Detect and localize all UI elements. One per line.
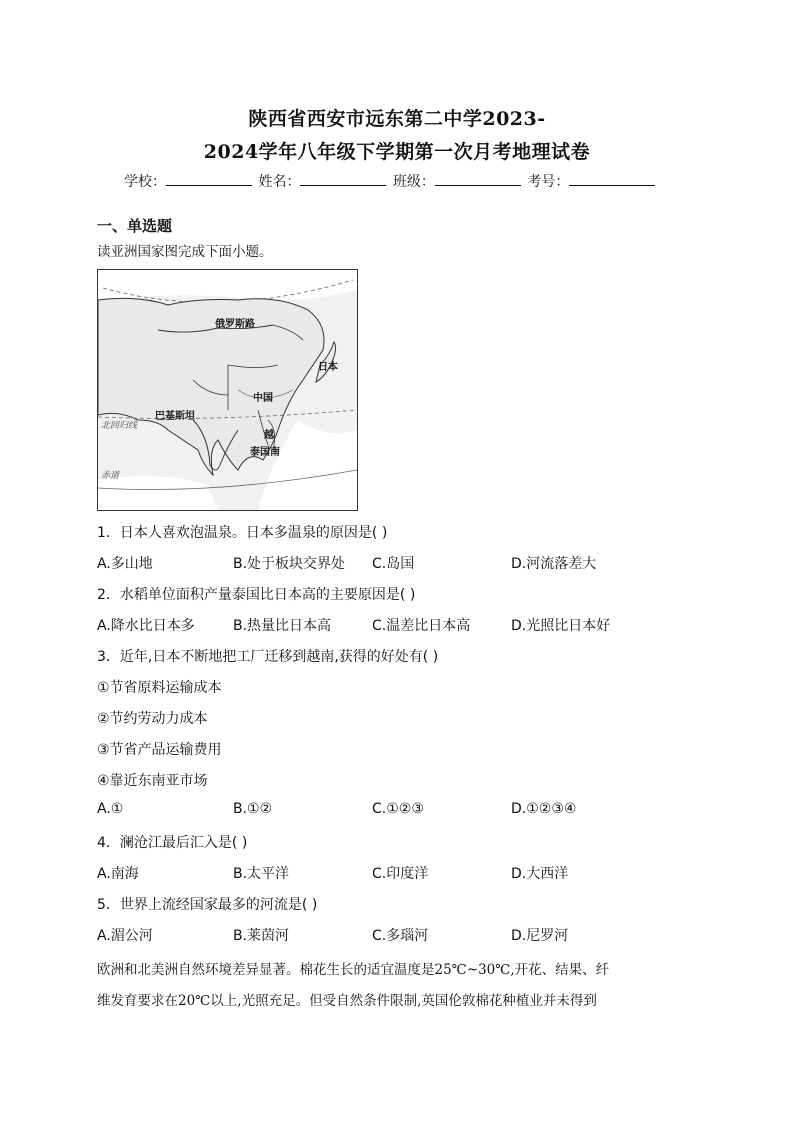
student-info-row xyxy=(124,171,657,191)
map-label-yue: 越 xyxy=(264,430,274,441)
exam-number-blank[interactable] xyxy=(569,173,655,186)
question-3-option-a[interactable]: A.① xyxy=(97,801,124,817)
passage-line-1: 欧洲和北美洲自然环境差异显著。棉花生长的适宜温度是25℃~30℃,开花、结果、纤 xyxy=(97,962,610,978)
exam-title-line1: 陕西省西安市远东第二中学2023- xyxy=(248,108,546,130)
question-5-option-b[interactable]: B.莱茵河 xyxy=(233,928,290,944)
section-title: 一、单选题 xyxy=(97,217,173,235)
name-blank[interactable] xyxy=(300,173,386,186)
asia-country-map xyxy=(97,269,358,511)
question-3-option-b[interactable]: B.①② xyxy=(233,801,273,817)
exam-title-line2: 2024学年八年级下学期第一次月考地理试卷 xyxy=(203,141,591,163)
question-1-option-a[interactable]: A.多山地 xyxy=(97,556,153,572)
question-4-option-c[interactable]: C.印度洋 xyxy=(372,866,429,882)
question-3-item-4: ④靠近东南亚市场 xyxy=(97,773,208,789)
question-3-item-3: ③节省产品运输费用 xyxy=(97,742,222,758)
question-1-option-d[interactable]: D.河流落差大 xyxy=(511,556,597,572)
map-label-equator: 赤道 xyxy=(101,471,120,481)
question-3-item-2: ②节约劳动力成本 xyxy=(97,711,208,727)
question-3-stem: 3．近年,日本不断地把工厂迁移到越南,获得的好处有( ) xyxy=(97,649,439,665)
question-4-option-a[interactable]: A.南海 xyxy=(97,866,139,882)
passage-line-2: 维发育要求在20℃以上,光照充足。但受自然条件限制,英国伦敦棉花种植业并未得到 xyxy=(97,993,597,1009)
question-2-option-c[interactable]: C.温差比日本高 xyxy=(372,618,471,634)
map-label-china: 中国 xyxy=(253,393,273,404)
question-5-stem: 5．世界上流经国家最多的河流是( ) xyxy=(97,897,318,913)
map-label-japan: 日本 xyxy=(318,362,338,373)
question-2-option-b[interactable]: B.热量比日本高 xyxy=(233,618,332,634)
question-1-option-b[interactable]: B.处于板块交界处 xyxy=(233,556,346,572)
class-label: 班级： xyxy=(392,174,435,190)
map-label-pakistan: 巴基斯坦 xyxy=(155,411,195,422)
question-4-option-b[interactable]: B.太平洋 xyxy=(233,866,290,882)
question-4-option-d[interactable]: D.大西洋 xyxy=(511,866,569,882)
exam-number-label: 考号： xyxy=(527,174,570,190)
question-5-option-a[interactable]: A.湄公河 xyxy=(97,928,153,944)
question-2-option-d[interactable]: D.光照比日本好 xyxy=(511,618,611,634)
question-4-stem: 4．澜沧江最后汇入是( ) xyxy=(97,835,248,851)
question-3-option-c[interactable]: C.①②③ xyxy=(372,801,424,817)
name-label: 姓名： xyxy=(258,174,301,190)
map-label-russia: 俄罗斯路 xyxy=(215,319,255,330)
question-group-intro: 读亚洲国家图完成下面小题。 xyxy=(97,244,273,260)
school-label: 学校： xyxy=(124,174,166,190)
question-2-stem: 2．水稻单位面积产量泰国比日本高的主要原因是( ) xyxy=(97,587,416,603)
map-label-thailand: 泰国南 xyxy=(250,447,280,458)
question-3-item-1: ①节省原料运输成本 xyxy=(97,680,222,696)
question-5-option-c[interactable]: C.多瑙河 xyxy=(372,928,429,944)
asia-map-drawing xyxy=(98,270,357,510)
question-1-option-c[interactable]: C.岛国 xyxy=(372,556,415,572)
question-1-stem: 1．日本人喜欢泡温泉。日本多温泉的原因是( ) xyxy=(97,525,388,541)
map-label-tropic: 北回归线 xyxy=(101,421,138,431)
question-5-option-d[interactable]: D.尼罗河 xyxy=(511,928,569,944)
question-2-option-a[interactable]: A.降水比日本多 xyxy=(97,618,195,634)
school-blank[interactable] xyxy=(166,173,252,186)
question-3-option-d[interactable]: D.①②③④ xyxy=(511,801,577,817)
class-blank[interactable] xyxy=(435,173,521,186)
